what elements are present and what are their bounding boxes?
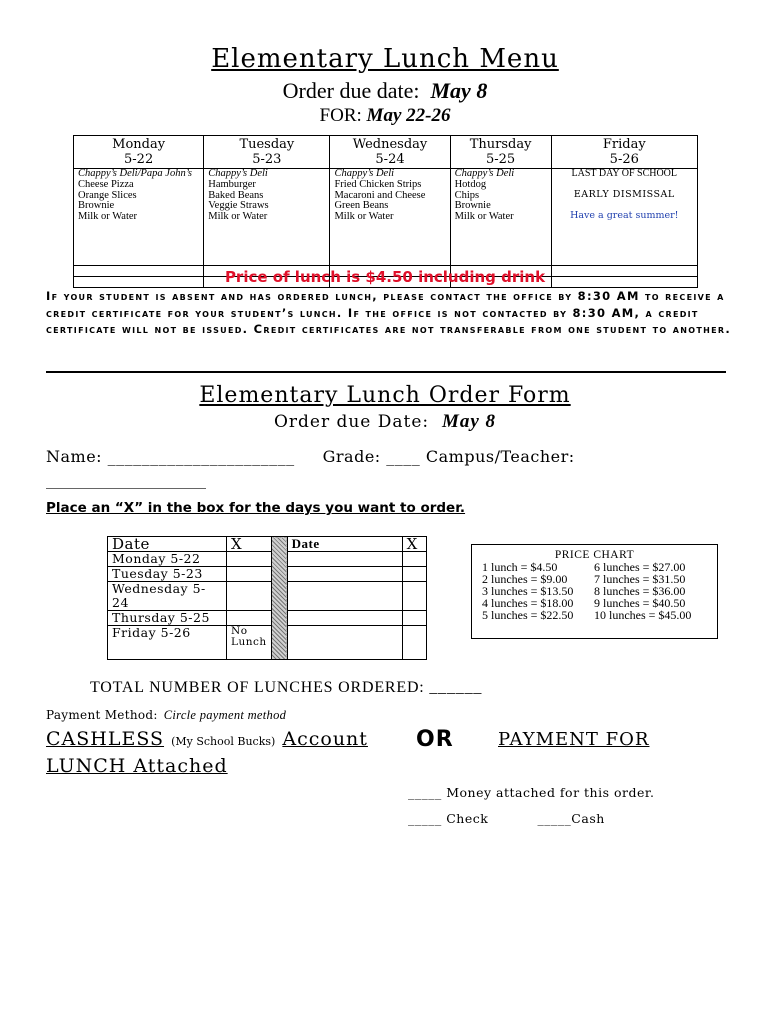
order-row <box>108 552 427 567</box>
order-x-header-2: X <box>402 537 426 552</box>
payment-method-line: Payment Method: Circle payment method <box>46 708 287 722</box>
order-date-header-2: Date <box>287 537 402 552</box>
price-chart <box>471 544 718 639</box>
order-header-row <box>108 537 427 552</box>
money-attached-field[interactable]: _____ <box>408 785 442 800</box>
order-checkbox-monday[interactable] <box>227 552 272 567</box>
menu-cell-thursday: Chappy’s Deli Hotdog Chips Brownie Milk or Water <box>450 169 551 266</box>
order-table <box>107 536 427 660</box>
hatched-divider <box>271 537 287 660</box>
price-chart-row: 2 lunches = $9.00 7 lunches = $31.50 <box>482 572 686 586</box>
section-divider <box>46 371 726 373</box>
or-separator: OR <box>416 727 454 752</box>
order-checkbox-tuesday[interactable] <box>227 567 272 582</box>
money-attached-line: _____ Money attached for this order. <box>408 785 655 800</box>
grade-field[interactable]: ____ <box>386 447 421 466</box>
order-row <box>108 582 427 611</box>
payment-for-option[interactable]: PAYMENT FOR <box>498 729 650 750</box>
order-checkbox-thursday[interactable] <box>227 611 272 626</box>
lunch-price-note: Price of lunch is $4.50 including drink <box>224 268 546 286</box>
check-cash-line: _____ Check _____Cash <box>408 811 605 826</box>
menu-cell-wednesday: Chappy’s Deli Fried Chicken Strips Macaroni and Cheese Green Beans Milk or Water <box>330 169 450 266</box>
campus-teacher-field[interactable]: ____________________ <box>46 470 206 489</box>
total-lunches-line: TOTAL NUMBER OF LUNCHES ORDERED: ______ <box>90 679 483 696</box>
no-lunch-note: No Lunch <box>227 626 272 660</box>
grade-label: Grade: <box>322 447 381 466</box>
order-due-line: Order due date: May 8 <box>282 78 488 103</box>
order-due-value: May 8 <box>430 78 488 103</box>
price-chart-row: 5 lunches = $22.50 10 lunches = $45.00 <box>482 608 692 622</box>
cashless-option[interactable]: CASHLESS (My School Bucks) Account LUNCH Attached <box>46 728 368 777</box>
menu-day-header: Wednesday 5-24 <box>330 136 450 169</box>
menu-day-header: Tuesday 5-23 <box>204 136 330 169</box>
menu-day-header: Monday 5-22 <box>74 136 204 169</box>
order-day-thursday: Thursday 5-25 <box>108 611 227 626</box>
menu-title: Elementary Lunch Menu <box>211 44 559 74</box>
order-day-monday: Monday 5-22 <box>108 552 227 567</box>
form-due-value: May 8 <box>441 411 497 432</box>
weekly-menu-table <box>73 135 698 288</box>
order-checkbox-wednesday[interactable] <box>227 582 272 611</box>
order-day-tuesday: Tuesday 5-23 <box>108 567 227 582</box>
form-due-line: Order due Date: May 8 <box>273 411 497 432</box>
menu-cell-tuesday: Chappy’s Deli Hamburger Baked Beans Veggie Straws Milk or Water <box>204 169 330 266</box>
menu-day-header: Friday 5-26 <box>551 136 697 169</box>
menu-cell-friday: LAST DAY OF SCHOOL EARLY DISMISSAL Have a great summer! <box>551 169 697 266</box>
order-row <box>108 626 427 660</box>
menu-header-row <box>74 136 698 169</box>
order-row <box>108 567 427 582</box>
name-label: Name: <box>46 447 103 466</box>
price-chart-row: 4 lunches = $18.00 9 lunches = $40.50 <box>482 596 686 610</box>
order-date-header: Date <box>108 537 227 552</box>
total-lunches-field[interactable]: ______ <box>429 679 483 696</box>
campus-teacher-label: Campus/Teacher: <box>425 447 575 466</box>
menu-items-row <box>74 169 698 266</box>
check-field[interactable]: _____ <box>408 811 442 826</box>
order-form-title: Elementary Lunch Order Form <box>199 383 571 408</box>
order-day-friday: Friday 5-26 <box>108 626 227 660</box>
menu-cell-monday: Chappy’s Deli/Papa John’s Cheese Pizza Orange Slices Brownie Milk or Water <box>74 169 204 266</box>
week-value: May 22-26 <box>366 105 451 126</box>
order-instruction: Place an “X” in the box for the days you want to order. <box>46 500 466 516</box>
price-chart-title: PRICE CHART <box>554 549 635 561</box>
payment-hint: Circle payment method <box>163 708 287 722</box>
absence-notice: If your student is absent and has ordered lunch, please contact the office by 8:30 AM to receive a credit certificate for your student’s lunch. If the office is not contacted by 8:30 AM, a credit certificate will not be issued. Credit certificates are not transferable from one student to another. <box>46 289 732 336</box>
cash-field[interactable]: _____ <box>537 811 572 826</box>
order-x-header: X <box>227 537 272 552</box>
price-chart-row: 1 lunch = $4.50 6 lunches = $27.00 <box>482 560 686 574</box>
menu-day-header: Thursday 5-25 <box>450 136 551 169</box>
name-field[interactable]: ______________________ <box>107 447 295 466</box>
name-grade-row <box>46 447 575 466</box>
price-chart-row: 3 lunches = $13.50 8 lunches = $36.00 <box>482 584 686 598</box>
order-row <box>108 611 427 626</box>
order-day-wednesday: Wednesday 5-24 <box>108 582 227 611</box>
week-line: FOR: May 22-26 <box>319 105 451 126</box>
